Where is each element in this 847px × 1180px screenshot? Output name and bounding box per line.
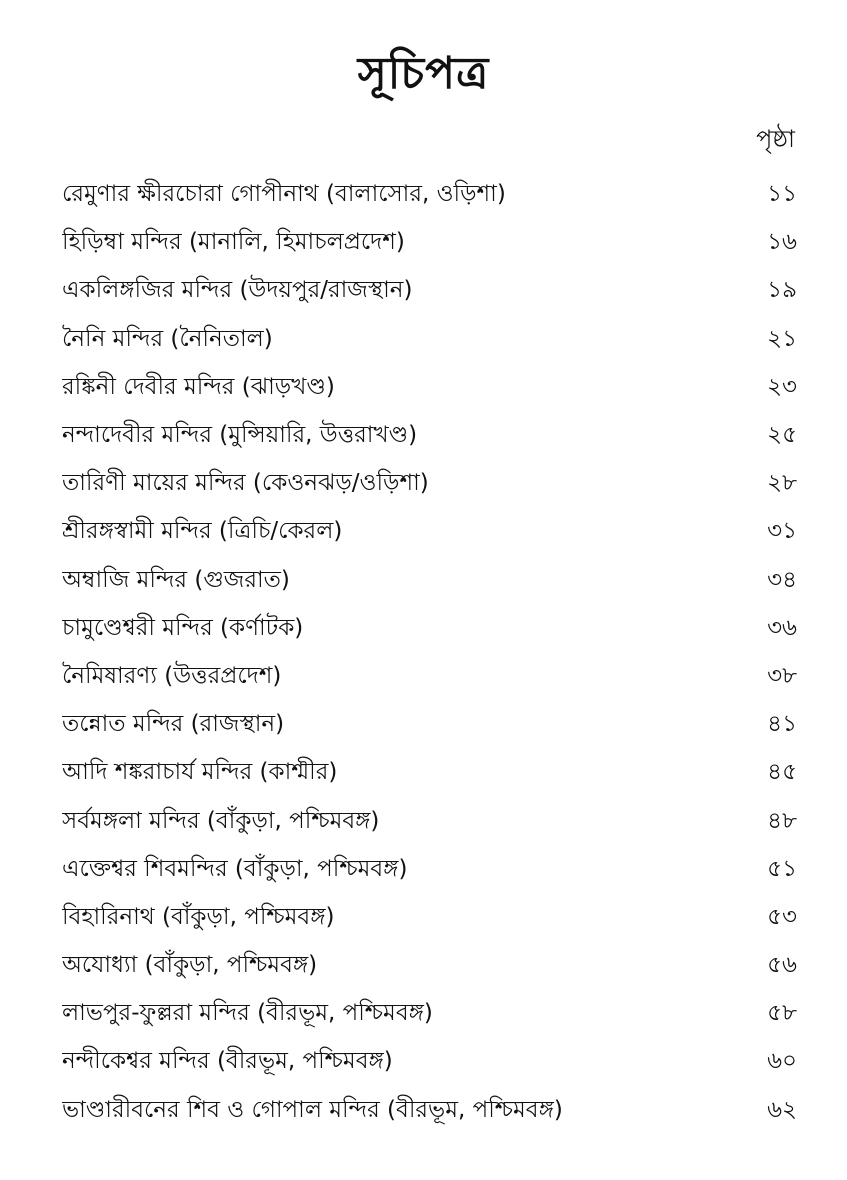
- toc-entry-page: ৪৮: [767, 807, 797, 834]
- toc-entry: [62, 459, 797, 507]
- toc-entry-title: নন্দীকেশ্বর মন্দির (বীরভূম, পশ্চিমবঙ্গ): [62, 1048, 393, 1075]
- toc-entry: [62, 652, 797, 700]
- toc-entry-title: বিহারিনাথ (বাঁকুড়া, পশ্চিমবঙ্গ): [62, 903, 335, 930]
- toc-entry-page: ২১: [767, 325, 797, 352]
- toc-entry: [62, 1037, 797, 1085]
- toc-entry-title: আদি শঙ্করাচার্য মন্দির (কাশ্মীর): [62, 759, 338, 786]
- toc-entry-page: ১৯: [767, 277, 797, 304]
- toc-entry-title: রঙ্কিনী দেবীর মন্দির (ঝাড়খণ্ড): [62, 373, 335, 400]
- toc-entry: [62, 1086, 797, 1134]
- toc-entry-page: ১৬: [767, 229, 797, 256]
- toc-entry-title: এক্তেশ্বর শিবমন্দির (বাঁকুড়া, পশ্চিমবঙ্গ): [62, 855, 408, 882]
- toc-entry-page: ৪৫: [767, 759, 797, 786]
- toc-entry-page: ৬০: [767, 1048, 797, 1075]
- page-title: সূচিপত্র: [357, 48, 490, 99]
- toc-entry: [62, 941, 797, 989]
- toc-entry-page: ৩১: [767, 518, 797, 545]
- toc-entry: [62, 989, 797, 1037]
- toc-entry-page: ৬২: [767, 1096, 797, 1123]
- toc-entry-title: অম্বাজি মন্দির (গুজরাত): [62, 566, 290, 593]
- toc-entry-title: তারিণী মায়ের মন্দির (কেওনঝড়/ওড়িশা): [62, 470, 429, 497]
- toc-entry-page: ২৮: [767, 470, 797, 497]
- toc-entry-page: ৫১: [767, 855, 797, 882]
- toc-entry: [62, 266, 797, 314]
- toc-entry: [62, 507, 797, 555]
- toc-entry-title: হিড়িম্বা মন্দির (মানালি, হিমাচলপ্রদেশ): [62, 229, 405, 256]
- page-column-header: পৃষ্ঠা: [756, 125, 795, 153]
- toc-entry: [62, 604, 797, 652]
- toc-entry-title: লাভপুর-ফুল্লরা মন্দির (বীরভূম, পশ্চিমবঙ্গ): [62, 1000, 433, 1027]
- toc-entry-page: ১১: [767, 181, 797, 208]
- toc-list: [62, 170, 797, 1134]
- toc-entry-page: ৫৮: [767, 1000, 797, 1027]
- toc-entry-title: তন্নোত মন্দির (রাজস্থান): [62, 711, 285, 738]
- toc-entry-title: ভাণ্ডারীবনের শিব ও গোপাল মন্দির (বীরভূম, পশ্চিমবঙ্গ): [62, 1096, 563, 1123]
- toc-entry: [62, 315, 797, 363]
- toc-entry: [62, 893, 797, 941]
- toc-entry-title: সর্বমঙ্গলা মন্দির (বাঁকুড়া, পশ্চিমবঙ্গ): [62, 807, 380, 834]
- toc-entry-title: চামুণ্ডেশ্বরী মন্দির (কর্ণাটক): [62, 614, 304, 641]
- toc-entry: [62, 556, 797, 604]
- toc-entry-page: ৫৩: [767, 903, 797, 930]
- toc-entry-page: ২৫: [767, 422, 797, 449]
- toc-entry: [62, 363, 797, 411]
- toc-entry-page: ৩৪: [767, 566, 797, 593]
- toc-entry: [62, 170, 797, 218]
- toc-entry-title: অযোধ্যা (বাঁকুড়া, পশ্চিমবঙ্গ): [62, 952, 318, 979]
- toc-entry-title: নৈমিষারণ্য (উত্তরপ্রদেশ): [62, 662, 282, 689]
- toc-entry-page: ৫৬: [767, 952, 797, 979]
- toc-entry-page: ৪১: [767, 711, 797, 738]
- toc-entry: [62, 748, 797, 796]
- toc-entry-title: শ্রীরঙ্গস্বামী মন্দির (ত্রিচি/কেরল): [62, 518, 343, 545]
- toc-entry: [62, 845, 797, 893]
- toc-entry-page: ৩৮: [767, 662, 797, 689]
- toc-entry-page: ২৩: [767, 373, 797, 400]
- toc-entry-title: রেমুণার ক্ষীরচোরা গোপীনাথ (বালাসোর, ওড়িশা): [62, 181, 506, 208]
- toc-entry: [62, 796, 797, 844]
- toc-entry: [62, 218, 797, 266]
- toc-entry-title: নৈনি মন্দির (নৈনিতাল): [62, 325, 273, 352]
- toc-entry-title: একলিঙ্গজির মন্দির (উদয়পুর/রাজস্থান): [62, 277, 413, 304]
- toc-entry-title: নন্দাদেবীর মন্দির (মুন্সিয়ারি, উত্তরাখণ্ড): [62, 422, 418, 449]
- toc-entry: [62, 411, 797, 459]
- toc-entry: [62, 700, 797, 748]
- toc-entry-page: ৩৬: [767, 614, 797, 641]
